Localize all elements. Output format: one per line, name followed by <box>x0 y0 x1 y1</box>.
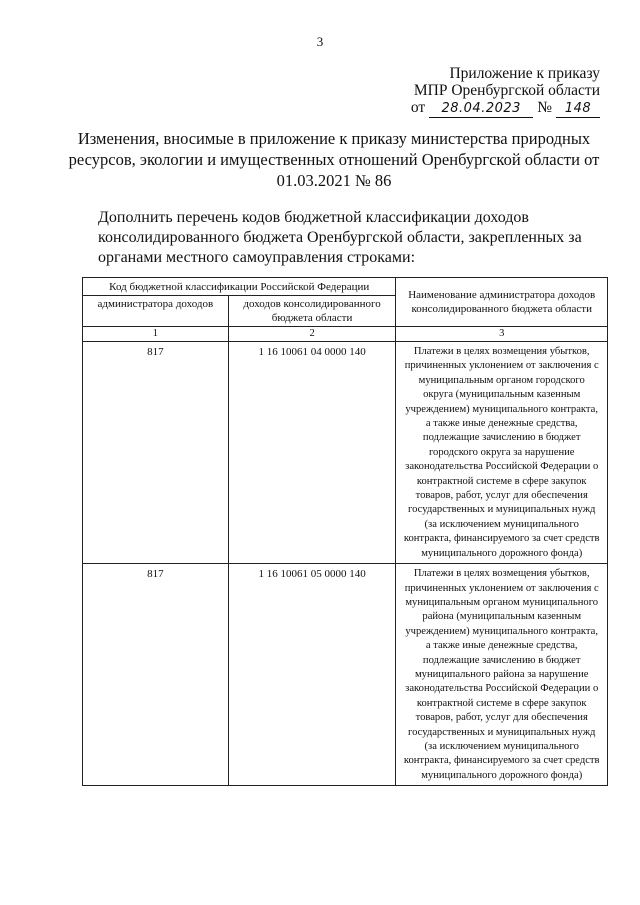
appendix-block <box>400 65 600 118</box>
appendix-line-1: Приложение к приказу <box>449 65 600 82</box>
admin-code-cell: 817 <box>83 564 229 786</box>
table-row <box>83 342 608 564</box>
header-admin-name: Наименование администратора доходов консолидированного бюджета области <box>396 278 608 327</box>
budget-codes-table <box>82 277 608 786</box>
handwritten-date: 28.04.2023 <box>429 100 533 118</box>
admin-code-cell: 817 <box>83 342 229 564</box>
admin-name-cell: Платежи в целях возмещения убытков, причиненных уклонением от заключения с муниципальным органом городского округа (муниципальным казенным учреждением) муниципального контракта, а также иные денежные средства, подлежащие зачислению в бюджет городского округа за нарушение законодательства Российской Федерации о контрактной системе в сфере закупок товаров, работ, услуг для обеспечения государственных и муниципальных нужд (за исключением муниципального контракта, финансируемого за счет средств муниципального дорожного фонда) <box>396 342 608 564</box>
header-admin: администратора доходов <box>83 296 229 327</box>
appendix-line-2: МПР Оренбургской области <box>413 82 600 99</box>
number-label: № <box>537 99 552 116</box>
handwritten-number: 148 <box>556 100 600 118</box>
admin-name-cell: Платежи в целях возмещения убытков, причиненных уклонением от заключения с муниципальным органом муниципального района (муниципальным казенным учреждением) муниципального контракта, а также иные денежные средства, подлежащие зачислению в бюджет муниципального района за нарушение законодательства Российской Федерации о контрактной системе в сфере закупок товаров, работ, услуг для обеспечения государственных и муниципальных нужд (за исключением муниципального контракта, финансируемого за счет средств муниципального дорожного фонда) <box>396 564 608 786</box>
intro-paragraph: Дополнить перечень кодов бюджетной классификации доходов консолидированного бюджета Оренбургской области, закрепленных за органами местного самоуправления строками: <box>98 209 582 266</box>
table-row <box>83 564 608 786</box>
income-code-cell: 1 16 10061 05 0000 140 <box>228 564 396 786</box>
column-number: 2 <box>228 327 396 342</box>
appendix-date-line <box>400 99 600 118</box>
page-number: 3 <box>316 34 324 49</box>
column-number: 3 <box>396 327 608 342</box>
income-code-cell: 1 16 10061 04 0000 140 <box>228 342 396 564</box>
from-label: от <box>410 99 426 116</box>
document-title: Изменения, вносимые в приложение к приказу министерства природных ресурсов, экологии и имущественных отношений Оренбургской области от 01.03.2021 № 86 <box>68 129 600 190</box>
header-income: доходов консолидированного бюджета области <box>228 296 396 327</box>
header-group-code: Код бюджетной классификации Российской Федерации <box>83 278 396 296</box>
column-number: 1 <box>83 327 229 342</box>
